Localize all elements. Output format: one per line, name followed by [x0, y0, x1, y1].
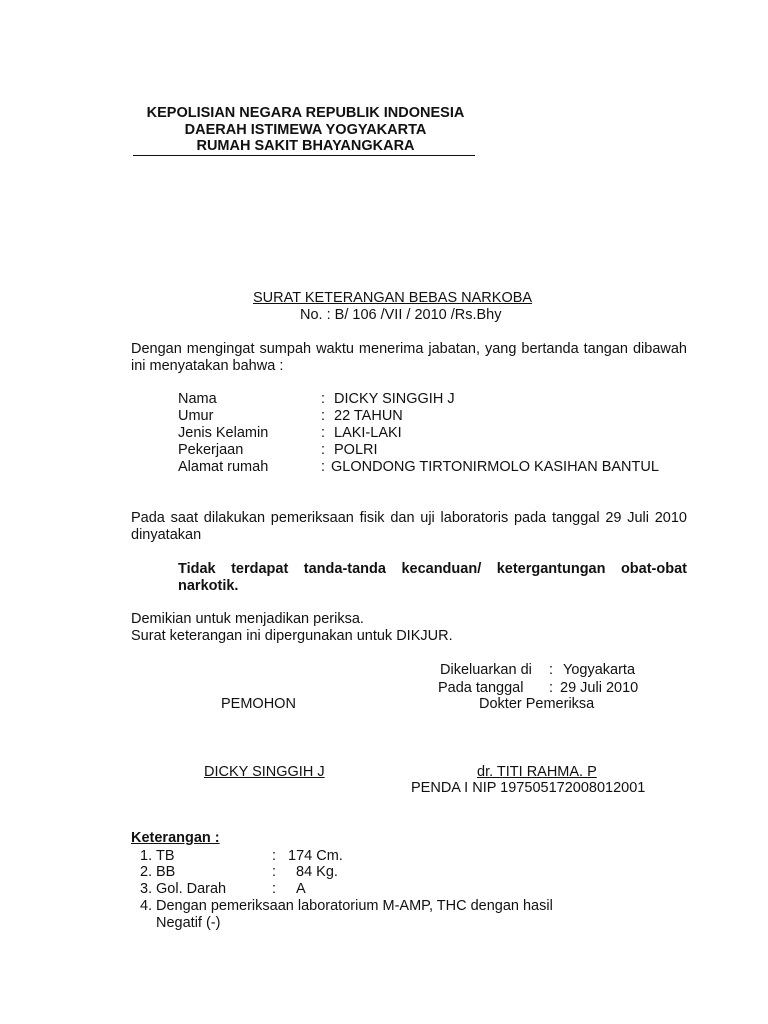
closing-line-1: Demikian untuk menjadikan periksa. — [131, 611, 364, 627]
identity-sep: : — [321, 408, 326, 424]
notes-value-weight: 84 Kg. — [296, 864, 338, 880]
identity-sep: : — [321, 459, 326, 475]
notes-label-blood: Gol. Darah — [156, 881, 227, 897]
issued-date-sep: : — [549, 680, 554, 696]
identity-label-address: Alamat rumah — [178, 459, 269, 475]
identity-sep: : — [321, 391, 326, 407]
document-number: No. : B/ 106 /VII / 2010 /Rs.Bhy — [300, 307, 502, 323]
notes-value-blood: A — [296, 881, 306, 897]
identity-sep: : — [321, 442, 326, 458]
notes-title: Keterangan : — [131, 830, 220, 846]
exam-paragraph: Pada saat dilakukan pemeriksaan fisik dan uji laboratoris pada tanggal 29 Juli 2010 dinyatakan — [131, 510, 687, 543]
identity-value-job: POLRI — [334, 442, 378, 458]
identity-label-job: Pekerjaan — [178, 442, 244, 458]
notes-value-height: 174 Cm. — [288, 848, 343, 864]
issued-date-label: Pada tanggal — [438, 680, 524, 696]
document-title: SURAT KETERANGAN BEBAS NARKOBA — [253, 290, 533, 306]
applicant-role: PEMOHON — [221, 696, 296, 712]
header-region: DAERAH ISTIMEWA YOGYAKARTA — [184, 122, 427, 138]
notes-sep: : — [272, 881, 277, 897]
intro-paragraph: Dengan mengingat sumpah waktu menerima jabatan, yang bertanda tangan dibawah ini menyatakan bahwa : — [131, 341, 687, 374]
identity-label-gender: Jenis Kelamin — [178, 425, 269, 441]
doctor-name: dr. TITI RAHMA. P — [477, 764, 597, 780]
notes-sep: : — [272, 864, 277, 880]
header-underline — [133, 155, 475, 156]
identity-sep: : — [321, 425, 326, 441]
notes-lab-result-line2: Negatif (-) — [156, 915, 221, 931]
identity-value-address: GLONDONG TIRTONIRMOLO KASIHAN BANTUL — [331, 459, 659, 475]
identity-value-age: 22 TAHUN — [334, 408, 403, 424]
finding-statement: Tidak terdapat tanda-tanda kecanduan/ ketergantungan obat-obat narkotik. — [178, 561, 687, 594]
identity-value-gender: LAKI-LAKI — [334, 425, 402, 441]
notes-item-num: 2. — [140, 864, 153, 880]
notes-label-height: TB — [156, 848, 175, 864]
notes-item-num: 1. — [140, 848, 153, 864]
identity-value-name: DICKY SINGGIH J — [334, 391, 455, 407]
header-hospital: RUMAH SAKIT BHAYANGKARA — [196, 138, 415, 154]
issued-place-label: Dikeluarkan di — [440, 662, 532, 678]
issued-place-value: Yogyakarta — [563, 662, 636, 678]
issued-place-sep: : — [549, 662, 554, 678]
identity-label-name: Nama — [178, 391, 217, 407]
closing-line-2: Surat keterangan ini dipergunakan untuk DIKJUR. — [131, 628, 453, 644]
notes-lab-result-line1: Dengan pemeriksaan laboratorium M-AMP, THC dengan hasil — [156, 898, 553, 914]
notes-item-num: 4. — [140, 898, 153, 914]
doctor-role: Dokter Pemeriksa — [479, 696, 595, 712]
header-institution: KEPOLISIAN NEGARA REPUBLIK INDONESIA — [146, 105, 465, 121]
applicant-name: DICKY SINGGIH J — [204, 764, 325, 780]
notes-label-weight: BB — [156, 864, 176, 880]
issued-date-value: 29 Juli 2010 — [560, 680, 639, 696]
notes-sep: : — [272, 848, 277, 864]
doctor-rank-nip: PENDA I NIP 197505172008012001 — [411, 780, 646, 796]
notes-item-num: 3. — [140, 881, 153, 897]
identity-label-age: Umur — [178, 408, 214, 424]
